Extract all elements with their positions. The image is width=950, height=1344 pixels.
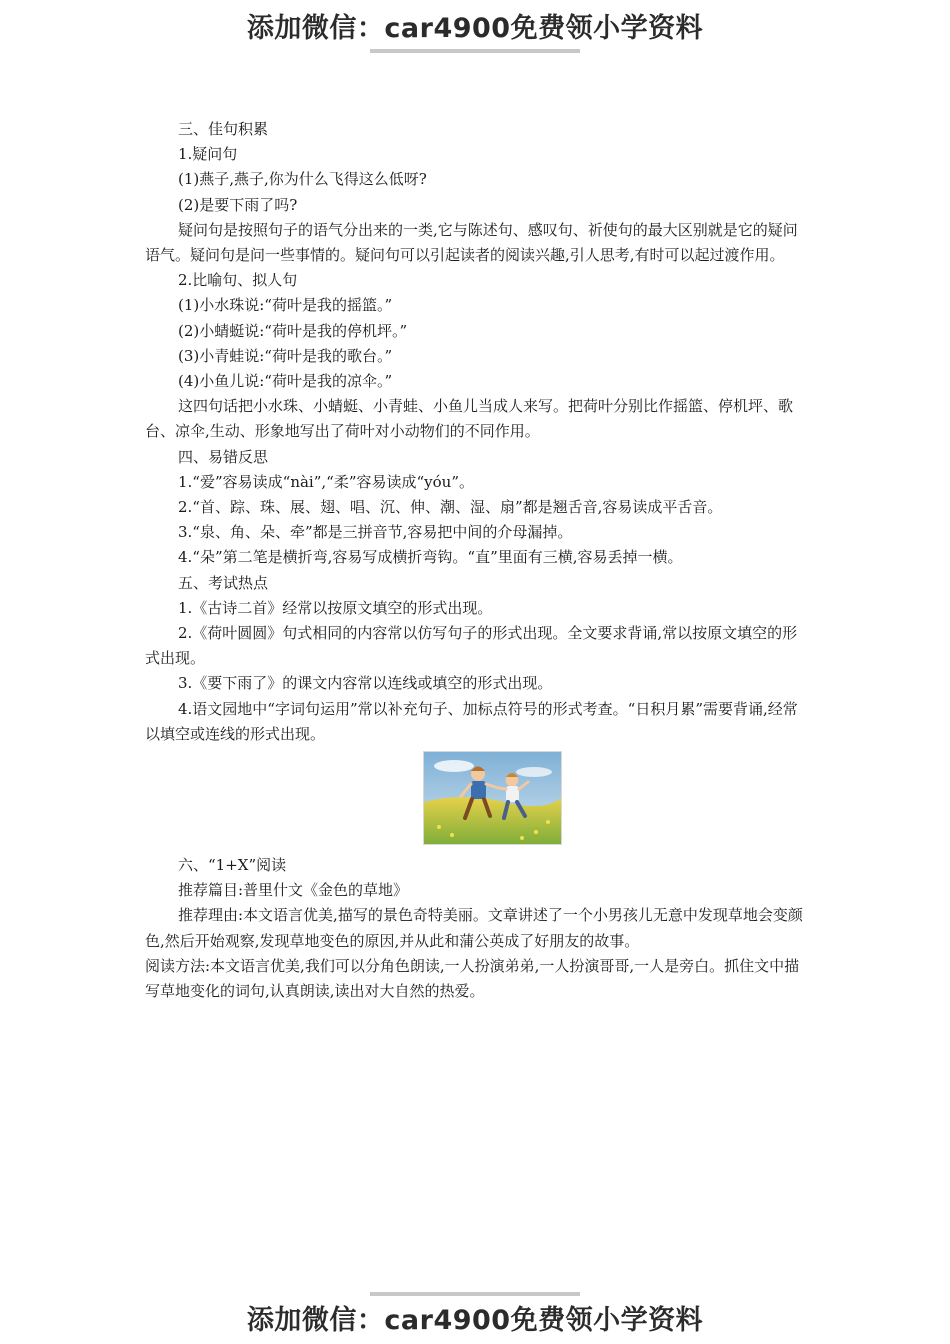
mistake-item-4: 4.“朵”第二笔是横折弯,容易写成横折弯钩。“直”里面有三横,容易丢掉一横。 bbox=[178, 548, 683, 567]
section-3-heading: 三、佳句积累 bbox=[178, 120, 269, 138]
reading-recommend: 推荐篇目:普里什文《金色的草地》 bbox=[178, 881, 409, 900]
illustration-container bbox=[145, 751, 808, 845]
reading-method: 阅读方法:本文语言优美,我们可以分角色朗读,一人扮演弟弟,一人扮演哥哥,一人是旁白。抓住文中描写草地变化的词句,认真朗读,读出对大自然的热爱。 bbox=[145, 956, 800, 1001]
watermark-banner-bottom: 添加微信：car4900免费领小学资料 bbox=[246, 1305, 704, 1336]
document-body bbox=[145, 117, 808, 1004]
mistake-item-3: 3.“泉、角、朵、牵”都是三拼音节,容易把中间的介母漏掉。 bbox=[178, 523, 573, 542]
metaphor-example-1: (1)小水珠说:“荷叶是我的摇篮。” bbox=[178, 296, 393, 315]
question-example-2: (2)是要下雨了吗? bbox=[178, 195, 298, 214]
metaphor-example-2: (2)小蜻蜓说:“荷叶是我的停机坪。” bbox=[178, 321, 408, 340]
watermark-banner-top: 添加微信：car4900免费领小学资料 bbox=[246, 13, 704, 44]
metaphor-example-4: (4)小鱼儿说:“荷叶是我的凉伞。” bbox=[178, 372, 393, 391]
question-note: 疑问句是按照句子的语气分出来的一类,它与陈述句、感叹句、祈使句的最大区别就是它的疑问语气。疑问句是问一些事情的。疑问句可以引起读者的阅读兴趣,引人思考,有时可以起过渡作用。 bbox=[145, 220, 798, 265]
section-5-heading: 五、考试热点 bbox=[178, 573, 269, 592]
page-header-ghost bbox=[0, 43, 950, 55]
section-4-heading: 四、易错反思 bbox=[178, 447, 269, 466]
metaphor-example-3: (3)小青蛙说:“荷叶是我的歌台。” bbox=[178, 346, 393, 365]
exam-item-2: 2.《荷叶圆圆》句式相同的内容常以仿写句子的形式出现。全文要求背诵,常以按原文填空的形式出现。 bbox=[145, 624, 798, 668]
page-footer-ghost bbox=[0, 1286, 950, 1298]
subsection-1-title: 1.疑问句 bbox=[178, 145, 238, 164]
section-6-heading: 六、“1+X”阅读 bbox=[178, 856, 287, 875]
meadow-scene-graphic bbox=[424, 752, 561, 844]
exam-item-3: 3.《要下雨了》的课文内容常以连线或填空的形式出现。 bbox=[178, 674, 553, 693]
mistake-item-2: 2.“首、踪、珠、展、翅、唱、沉、伸、潮、湿、扇”都是翘舌音,容易读成平舌音。 bbox=[178, 498, 723, 517]
metaphor-note: 这四句话把小水珠、小蜻蜓、小青蛙、小鱼儿当成人来写。把荷叶分别比作摇篮、停机坪、歌台、凉伞,生动、形象地写出了荷叶对小动物们的不同作用。 bbox=[145, 397, 794, 441]
subsection-2-title: 2.比喻句、拟人句 bbox=[178, 271, 298, 290]
mistake-item-1: 1.“爱”容易读成“nài”,“柔”容易读成“yóu”。 bbox=[178, 472, 474, 491]
reading-reason: 推荐理由:本文语言优美,描写的景色奇特美丽。文章讲述了一个小男孩儿无意中发现草地会变颜色,然后开始观察,发现草地变色的原因,并从此和蒲公英成了好朋友的故事。 bbox=[145, 906, 803, 950]
exam-item-4: 4.语文园地中“字词句运用”常以补充句子、加标点符号的形式考查。“日积月累”需要背诵,经常以填空或连线的形式出现。 bbox=[145, 699, 798, 743]
exam-item-1: 1.《古诗二首》经常以按原文填空的形式出现。 bbox=[178, 598, 493, 617]
question-example-1: (1)燕子,燕子,你为什么飞得这么低呀? bbox=[178, 170, 427, 189]
two-boys-meadow-illustration bbox=[423, 751, 562, 845]
